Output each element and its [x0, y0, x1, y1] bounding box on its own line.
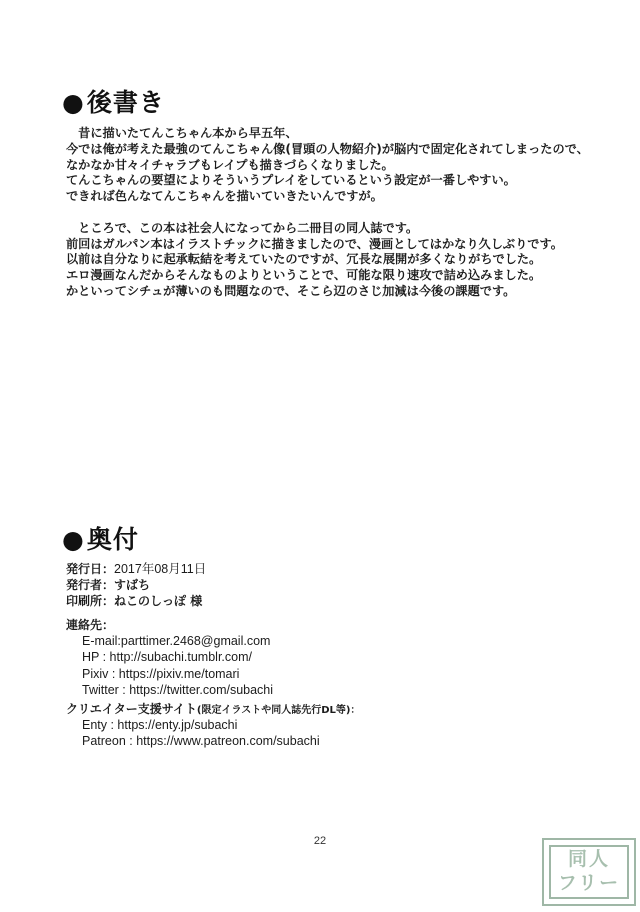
publisher-label: 発行者：: [66, 578, 115, 593]
support-label-row: [66, 701, 360, 717]
contact-info: [66, 617, 273, 698]
afterword-line: ところで、この本は社会人になってから二冊目の同人誌です。: [66, 220, 419, 235]
support-info: [66, 701, 360, 750]
publisher: すばち: [114, 578, 151, 593]
support-note: (限定イラストや同人誌先行DL等)：: [196, 705, 361, 716]
contact-label: 連絡先：: [66, 618, 115, 632]
afterword-line: かといってシチュが薄いのも問題なので、そこら辺のさじ加減は今後の課題です。: [66, 283, 516, 298]
twitter-link[interactable]: Twitter : https://twitter.com/subachi: [82, 682, 274, 697]
afterword-heading-text: 後書き: [86, 88, 165, 117]
pixiv-link[interactable]: Pixiv : https://pixiv.me/tomari: [82, 666, 240, 681]
page-number: 22: [313, 835, 327, 847]
colophon-info: [66, 561, 206, 610]
issue-date-row: [66, 561, 206, 577]
colophon-heading: [62, 525, 139, 555]
issue-date-label: 発行日：: [66, 562, 115, 576]
email-link[interactable]: E-mail:parttimer.2468@gmail.com: [82, 634, 271, 649]
printer-label: 印刷所：: [66, 594, 115, 609]
afterword-line: てんこちゃんの要望によりそういうプレイをしているという設定が一番しやすい。: [66, 173, 516, 188]
afterword-line: 以前は自分なりに起承転結を考えていたのですが、冗長な展開が多くなりがちでした。: [66, 252, 542, 267]
printer: ねこのしっぽ 様: [114, 594, 203, 609]
afterword-line: 前回はガルパン本はイラストチックに描きましたので、漫画としてはかなり久しぶりです。: [66, 236, 563, 251]
enty-link[interactable]: Enty : https://enty.jp/subachi: [82, 718, 238, 733]
afterword-line: なかなか甘々イチャラブもレイプも描きづらくなりました。: [66, 157, 394, 172]
doujin-free-stamp: [542, 838, 636, 906]
afterword-heading: [62, 88, 165, 118]
homepage-link[interactable]: HP : http://subachi.tumblr.com/: [82, 650, 252, 665]
publisher-row: [66, 577, 206, 593]
colophon-heading-text: 奥付: [86, 525, 139, 554]
afterword-body: [66, 126, 589, 300]
stamp-line-2: フリー: [557, 872, 621, 894]
afterword-line: エロ漫画なんだからそんなものよりということで、可能な限り速攻で詰め込みました。: [66, 268, 542, 283]
afterword-line: 今では俺が考えた最強のてんこちゃん像(冒頭の人物紹介)が脳内で固定化されてしまったので、: [66, 141, 589, 156]
stamp-line-1: 同人: [567, 848, 610, 870]
heading-bullet: ●: [62, 88, 85, 117]
afterword-line: 昔に描いたてんこちゃん本から早五年、: [66, 126, 298, 140]
afterword-line: できれば色んなてんこちゃんを描いていきたいんですが。: [66, 189, 383, 204]
afterword-line: [66, 205, 589, 221]
support-label: クリエイター支援サイト: [66, 702, 197, 716]
patreon-link[interactable]: Patreon : https://www.patreon.com/subachi: [82, 734, 320, 749]
printer-row: [66, 593, 206, 609]
heading-bullet: ●: [62, 525, 85, 554]
issue-date: 2017年08月11日: [114, 562, 207, 576]
